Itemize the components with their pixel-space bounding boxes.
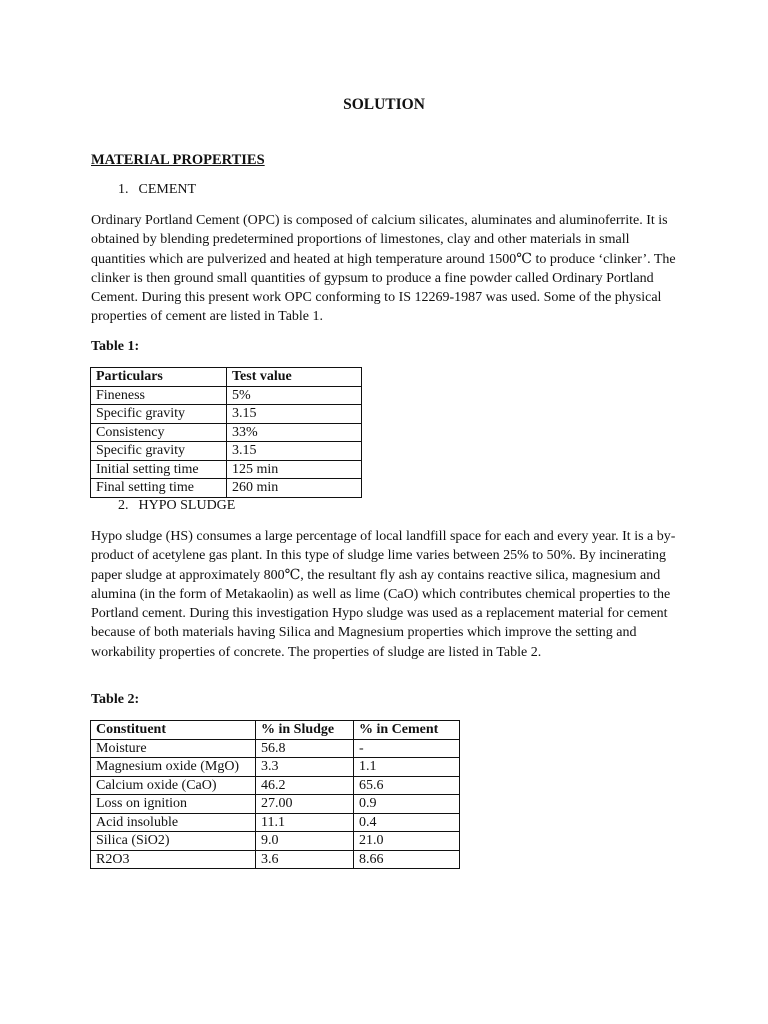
- list-number: 1.: [118, 182, 129, 197]
- table-cell: 11.1: [256, 813, 354, 832]
- table-cell: 3.3: [256, 758, 354, 777]
- table-cell: 3.15: [227, 442, 362, 461]
- section-heading: MATERIAL PROPERTIES: [91, 152, 265, 168]
- list-heading: HYPO SLUDGE: [138, 498, 236, 513]
- table-cell: Moisture: [91, 739, 256, 758]
- table-header-cell: Particulars: [91, 368, 227, 387]
- table-row: [91, 813, 460, 832]
- table-row: [91, 405, 362, 424]
- table-cell: 8.66: [354, 850, 460, 869]
- table-row: [91, 460, 362, 479]
- table-cell: Specific gravity: [91, 442, 227, 461]
- table-cell: Magnesium oxide (MgO): [91, 758, 256, 777]
- table-cell: -: [354, 739, 460, 758]
- table-cell: 260 min: [227, 479, 362, 498]
- table-cell: Specific gravity: [91, 405, 227, 424]
- list-heading: CEMENT: [138, 182, 197, 197]
- table-cell: Consistency: [91, 423, 227, 442]
- table-row: [91, 776, 460, 795]
- hypo-sludge-paragraph: Hypo sludge (HS) consumes a large percentage of local landfill space for each and every year. It is a by-product of acetylene gas plant. In this type of sludge lime varies between 25% to 50%. By incinerating paper sludge at approximately 800℃, the resultant fly ash ay contains reactive silica, magnesium and alumina (in the form of Metakaolin) as well as lime (CaO) which contributes chemical properties to the Portland cement. During this investigation Hypo sludge was used as a replacement material for cement because of both materials having Silica and Magnesium properties which improve the setting and workability properties of concrete. The properties of sludge are listed in Table 2.: [91, 529, 676, 660]
- table-row: [91, 739, 460, 758]
- page-title: SOLUTION: [343, 96, 425, 113]
- table-row: [91, 479, 362, 498]
- list-number: 2.: [118, 498, 129, 513]
- table-cell: Silica (SiO2): [91, 832, 256, 851]
- table-header-cell: % in Sludge: [256, 721, 354, 740]
- table-1-label: Table 1:: [91, 339, 140, 354]
- table-header-row: [91, 368, 362, 387]
- table-cell: Acid insoluble: [91, 813, 256, 832]
- table-cell: 0.9: [354, 795, 460, 814]
- table-cell: 21.0: [354, 832, 460, 851]
- table-cell: Calcium oxide (CaO): [91, 776, 256, 795]
- table-cell: 3.15: [227, 405, 362, 424]
- list-item-hypo-sludge: [118, 498, 235, 514]
- list-item-cement: [118, 182, 196, 198]
- table-header-cell: Constituent: [91, 721, 256, 740]
- sludge-properties-table: [90, 720, 460, 869]
- table-cell: 125 min: [227, 460, 362, 479]
- table-row: [91, 386, 362, 405]
- table-row: [91, 850, 460, 869]
- table-row: [91, 758, 460, 777]
- table-row: [91, 442, 362, 461]
- table-cell: Fineness: [91, 386, 227, 405]
- table-cell: Initial setting time: [91, 460, 227, 479]
- table-2-label: Table 2:: [91, 692, 140, 707]
- cement-paragraph: Ordinary Portland Cement (OPC) is composed of calcium silicates, aluminates and aluminoferrite. It is obtained by blending predetermined proportions of limestones, clay and other materials in small quantities which are pulverized and heated at high temperature around 1500℃ to produce ‘clinker’. The clinker is then ground small quantities of gypsum to produce a fine powder called Ordinary Portland Cement. During this present work OPC conforming to IS 12269-1987 was used. Some of the physical properties of cement are listed in Table 1.: [91, 213, 676, 325]
- table-cell: Final setting time: [91, 479, 227, 498]
- table-header-cell: % in Cement: [354, 721, 460, 740]
- table-row: [91, 832, 460, 851]
- table-cell: 3.6: [256, 850, 354, 869]
- cement-properties-table: [90, 367, 362, 498]
- table-cell: R2O3: [91, 850, 256, 869]
- table-cell: 1.1: [354, 758, 460, 777]
- table-header-cell: Test value: [227, 368, 362, 387]
- table-cell: 33%: [227, 423, 362, 442]
- table-cell: Loss on ignition: [91, 795, 256, 814]
- table-cell: 65.6: [354, 776, 460, 795]
- table-cell: 5%: [227, 386, 362, 405]
- table-cell: 56.8: [256, 739, 354, 758]
- table-row: [91, 795, 460, 814]
- table-header-row: [91, 721, 460, 740]
- table-cell: 0.4: [354, 813, 460, 832]
- table-cell: 9.0: [256, 832, 354, 851]
- table-cell: 27.00: [256, 795, 354, 814]
- table-cell: 46.2: [256, 776, 354, 795]
- table-row: [91, 423, 362, 442]
